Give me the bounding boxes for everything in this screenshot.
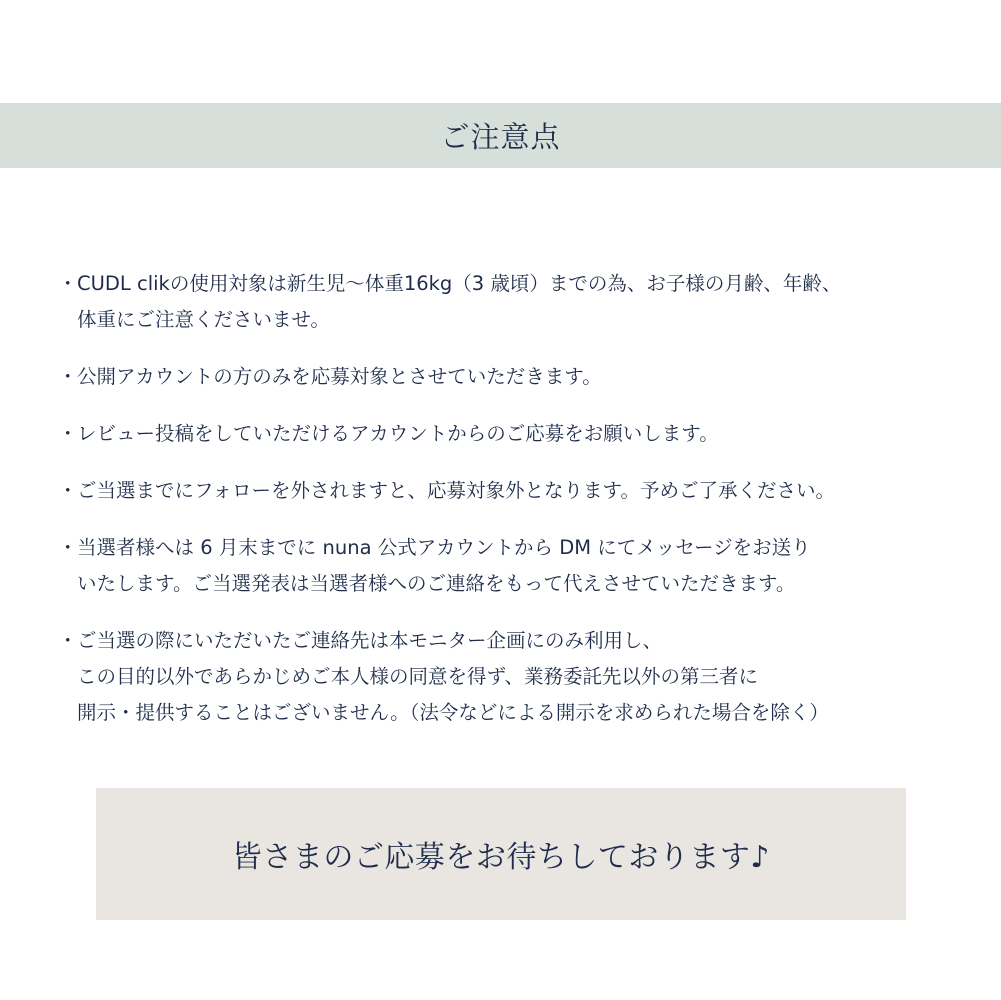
notice-text-line: 体重にご注意くださいませ。 [77,308,330,331]
notice-header-band [0,103,1001,168]
closing-message-box [96,788,906,920]
bullet-mark: ・ [58,365,78,388]
notice-item [58,623,958,731]
notice-item [58,416,958,452]
notice-text-line: ご当選の際にいただいたご連絡先は本モニター企画にのみ利用し、 [77,629,663,652]
notice-text-line: ご当選までにフォローを外されますと、応募対象外となります。予めご了承ください。 [77,479,835,502]
notice-text-line: CUDL clikの使用対象は新生児〜体重16kg（3 歳頃）までの為、お子様の月齢、年齢、 [77,272,842,295]
notice-text-line: 当選者様へは 6 月末までに nuna 公式アカウントから DM にてメッセージをお送り [77,536,811,559]
notice-item [58,530,958,602]
notice-text-line: 公開アカウントの方のみを応募対象とさせていただきます。 [77,365,602,388]
closing-message: 皆さまのご応募をお待ちしております♪ [231,840,771,875]
bullet-mark: ・ [58,479,78,502]
notice-title: ご注意点 [440,120,561,154]
bullet-mark: ・ [58,536,78,559]
bullet-mark: ・ [58,422,78,445]
notice-item [58,473,958,509]
notice-list [58,266,958,731]
bullet-mark: ・ [58,629,78,652]
notice-text-line: この目的以外であらかじめご本人様の同意を得ず、業務委託先以外の第三者に [77,665,758,688]
notice-text-line: 開示・提供することはございません。（法令などによる開示を求められた場合を除く） [77,701,829,724]
notice-item [58,359,958,395]
bullet-mark: ・ [58,272,78,295]
notice-text-line: いたします。ご当選発表は当選者様へのご連絡をもって代えさせていただきます。 [77,572,796,595]
notice-text-line: レビュー投稿をしていただけるアカウントからのご応募をお願いします。 [77,422,719,445]
notice-item [58,266,958,338]
